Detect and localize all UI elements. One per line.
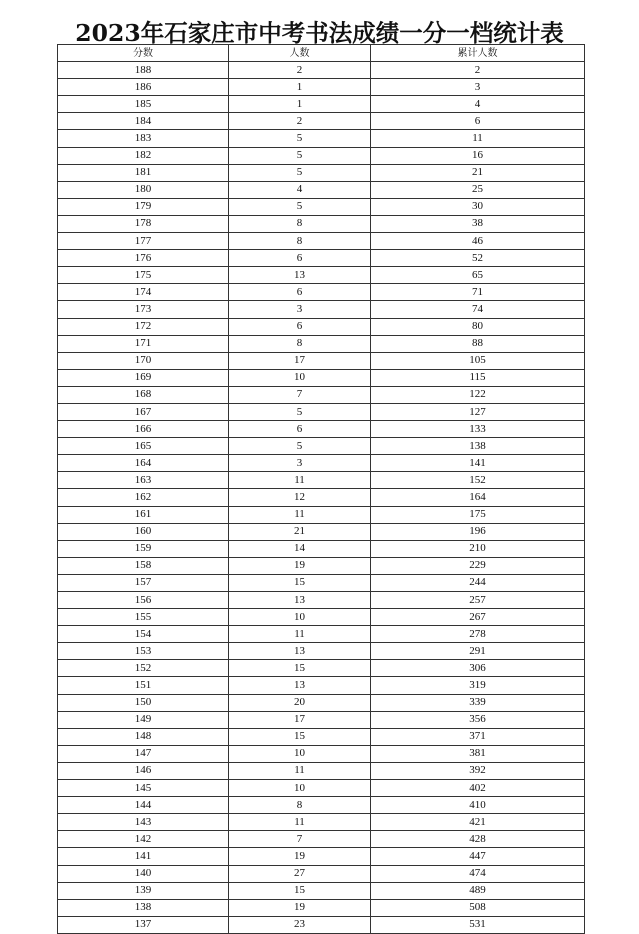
count-cell: 6 — [229, 318, 371, 335]
table-row — [58, 386, 585, 403]
table-row — [58, 677, 585, 694]
table-row — [58, 865, 585, 882]
cumulative-cell: 30 — [371, 198, 585, 215]
cumulative-cell: 402 — [371, 780, 585, 797]
cumulative-cell: 65 — [371, 267, 585, 284]
cumulative-cell: 421 — [371, 814, 585, 831]
count-cell: 13 — [229, 643, 371, 660]
cumulative-cell: 489 — [371, 882, 585, 899]
table-row — [58, 147, 585, 164]
cumulative-cell: 11 — [371, 130, 585, 147]
score-cell: 174 — [58, 284, 229, 301]
table-row — [58, 438, 585, 455]
table-row — [58, 130, 585, 147]
table-row — [58, 592, 585, 609]
table-row — [58, 899, 585, 916]
cumulative-cell: 175 — [371, 506, 585, 523]
cumulative-cell: 122 — [371, 386, 585, 403]
score-cell: 178 — [58, 215, 229, 232]
cumulative-cell: 229 — [371, 557, 585, 574]
table-row — [58, 352, 585, 369]
count-cell: 8 — [229, 233, 371, 250]
count-cell: 5 — [229, 147, 371, 164]
score-cell: 175 — [58, 267, 229, 284]
count-cell: 20 — [229, 694, 371, 711]
table-row — [58, 284, 585, 301]
score-cell: 161 — [58, 506, 229, 523]
page-title: 2023年石家庄市中考书法成绩一分一档统计表 — [75, 19, 564, 47]
score-distribution-table — [57, 44, 585, 934]
count-cell: 11 — [229, 506, 371, 523]
count-cell: 5 — [229, 438, 371, 455]
score-cell: 150 — [58, 694, 229, 711]
score-cell: 166 — [58, 421, 229, 438]
count-cell: 6 — [229, 421, 371, 438]
score-cell: 145 — [58, 780, 229, 797]
table-row — [58, 814, 585, 831]
count-cell: 10 — [229, 780, 371, 797]
table-row — [58, 626, 585, 643]
count-cell: 10 — [229, 745, 371, 762]
table-row — [58, 916, 585, 933]
cumulative-cell: 196 — [371, 523, 585, 540]
cumulative-cell: 2 — [371, 62, 585, 79]
cumulative-cell: 88 — [371, 335, 585, 352]
cumulative-cell: 127 — [371, 403, 585, 420]
score-cell: 149 — [58, 711, 229, 728]
count-cell: 14 — [229, 540, 371, 557]
score-cell: 141 — [58, 848, 229, 865]
count-cell: 5 — [229, 130, 371, 147]
table-row — [58, 472, 585, 489]
score-cell: 180 — [58, 181, 229, 198]
table-row — [58, 882, 585, 899]
count-cell: 13 — [229, 677, 371, 694]
score-cell: 146 — [58, 762, 229, 779]
count-cell: 10 — [229, 369, 371, 386]
score-cell: 137 — [58, 916, 229, 933]
score-cell: 168 — [58, 386, 229, 403]
score-cell: 169 — [58, 369, 229, 386]
count-cell: 11 — [229, 762, 371, 779]
score-cell: 143 — [58, 814, 229, 831]
table-row — [58, 233, 585, 250]
cumulative-cell: 319 — [371, 677, 585, 694]
score-cell: 163 — [58, 472, 229, 489]
count-cell: 15 — [229, 728, 371, 745]
score-cell: 173 — [58, 301, 229, 318]
table-row — [58, 780, 585, 797]
score-cell: 158 — [58, 557, 229, 574]
count-cell: 13 — [229, 267, 371, 284]
score-cell: 138 — [58, 899, 229, 916]
score-cell: 144 — [58, 797, 229, 814]
table-row — [58, 318, 585, 335]
cumulative-cell: 25 — [371, 181, 585, 198]
table-row — [58, 96, 585, 113]
score-cell: 179 — [58, 198, 229, 215]
table-row — [58, 762, 585, 779]
table-row — [58, 455, 585, 472]
cumulative-cell: 3 — [371, 79, 585, 96]
count-cell: 17 — [229, 352, 371, 369]
table-row — [58, 540, 585, 557]
score-cell: 171 — [58, 335, 229, 352]
cumulative-cell: 133 — [371, 421, 585, 438]
table-row — [58, 745, 585, 762]
table-row — [58, 421, 585, 438]
score-cell: 164 — [58, 455, 229, 472]
table-row — [58, 848, 585, 865]
score-cell: 172 — [58, 318, 229, 335]
cumulative-cell: 356 — [371, 711, 585, 728]
cumulative-cell: 16 — [371, 147, 585, 164]
table-row — [58, 728, 585, 745]
table-row — [58, 215, 585, 232]
count-cell: 8 — [229, 335, 371, 352]
table-row — [58, 164, 585, 181]
score-cell: 157 — [58, 574, 229, 591]
count-cell: 12 — [229, 489, 371, 506]
count-cell: 6 — [229, 250, 371, 267]
count-cell: 10 — [229, 609, 371, 626]
cumulative-cell: 474 — [371, 865, 585, 882]
table-row — [58, 403, 585, 420]
cumulative-cell: 141 — [371, 455, 585, 472]
cumulative-cell: 4 — [371, 96, 585, 113]
column-header-cumulative: 累计人数 — [371, 45, 585, 62]
count-cell: 6 — [229, 284, 371, 301]
count-cell: 3 — [229, 455, 371, 472]
table-row — [58, 369, 585, 386]
cumulative-cell: 164 — [371, 489, 585, 506]
score-cell: 176 — [58, 250, 229, 267]
table-row — [58, 250, 585, 267]
table-row — [58, 335, 585, 352]
table-row — [58, 79, 585, 96]
count-cell: 11 — [229, 626, 371, 643]
table-row — [58, 831, 585, 848]
column-header-count: 人数 — [229, 45, 371, 62]
count-cell: 23 — [229, 916, 371, 933]
count-cell: 1 — [229, 79, 371, 96]
table-row — [58, 557, 585, 574]
count-cell: 11 — [229, 472, 371, 489]
cumulative-cell: 74 — [371, 301, 585, 318]
cumulative-cell: 508 — [371, 899, 585, 916]
count-cell: 5 — [229, 198, 371, 215]
cumulative-cell: 392 — [371, 762, 585, 779]
score-cell: 177 — [58, 233, 229, 250]
column-header-score: 分数 — [58, 45, 229, 62]
cumulative-cell: 138 — [371, 438, 585, 455]
cumulative-cell: 531 — [371, 916, 585, 933]
table-row — [58, 506, 585, 523]
table-row — [58, 694, 585, 711]
count-cell: 11 — [229, 814, 371, 831]
table-row — [58, 643, 585, 660]
count-cell: 19 — [229, 899, 371, 916]
cumulative-cell: 21 — [371, 164, 585, 181]
table-row — [58, 62, 585, 79]
count-cell: 27 — [229, 865, 371, 882]
score-cell: 185 — [58, 96, 229, 113]
score-cell: 156 — [58, 592, 229, 609]
count-cell: 5 — [229, 164, 371, 181]
table-header-row — [58, 45, 585, 62]
score-cell: 148 — [58, 728, 229, 745]
score-cell: 160 — [58, 523, 229, 540]
cumulative-cell: 6 — [371, 113, 585, 130]
cumulative-cell: 291 — [371, 643, 585, 660]
count-cell: 8 — [229, 797, 371, 814]
count-cell: 7 — [229, 386, 371, 403]
score-cell: 182 — [58, 147, 229, 164]
score-cell: 183 — [58, 130, 229, 147]
cumulative-cell: 428 — [371, 831, 585, 848]
table-row — [58, 609, 585, 626]
score-cell: 167 — [58, 403, 229, 420]
table-row — [58, 267, 585, 284]
score-cell: 151 — [58, 677, 229, 694]
table-body — [58, 62, 585, 934]
count-cell: 15 — [229, 882, 371, 899]
cumulative-cell: 152 — [371, 472, 585, 489]
table-row — [58, 574, 585, 591]
score-cell: 162 — [58, 489, 229, 506]
score-cell: 155 — [58, 609, 229, 626]
cumulative-cell: 244 — [371, 574, 585, 591]
table-row — [58, 198, 585, 215]
count-cell: 19 — [229, 557, 371, 574]
cumulative-cell: 339 — [371, 694, 585, 711]
cumulative-cell: 210 — [371, 540, 585, 557]
table-row — [58, 181, 585, 198]
count-cell: 17 — [229, 711, 371, 728]
cumulative-cell: 38 — [371, 215, 585, 232]
count-cell: 15 — [229, 660, 371, 677]
score-cell: 139 — [58, 882, 229, 899]
score-cell: 142 — [58, 831, 229, 848]
cumulative-cell: 410 — [371, 797, 585, 814]
score-cell: 140 — [58, 865, 229, 882]
score-cell: 153 — [58, 643, 229, 660]
cumulative-cell: 381 — [371, 745, 585, 762]
cumulative-cell: 46 — [371, 233, 585, 250]
table-row — [58, 489, 585, 506]
score-cell: 159 — [58, 540, 229, 557]
count-cell: 4 — [229, 181, 371, 198]
cumulative-cell: 278 — [371, 626, 585, 643]
cumulative-cell: 115 — [371, 369, 585, 386]
cumulative-cell: 306 — [371, 660, 585, 677]
score-cell: 170 — [58, 352, 229, 369]
table-row — [58, 301, 585, 318]
count-cell: 7 — [229, 831, 371, 848]
count-cell: 15 — [229, 574, 371, 591]
count-cell: 3 — [229, 301, 371, 318]
cumulative-cell: 257 — [371, 592, 585, 609]
cumulative-cell: 371 — [371, 728, 585, 745]
score-cell: 184 — [58, 113, 229, 130]
table-row — [58, 523, 585, 540]
count-cell: 1 — [229, 96, 371, 113]
count-cell: 19 — [229, 848, 371, 865]
cumulative-cell: 267 — [371, 609, 585, 626]
cumulative-cell: 52 — [371, 250, 585, 267]
score-cell: 147 — [58, 745, 229, 762]
count-cell: 21 — [229, 523, 371, 540]
cumulative-cell: 80 — [371, 318, 585, 335]
table-row — [58, 660, 585, 677]
count-cell: 2 — [229, 62, 371, 79]
score-cell: 186 — [58, 79, 229, 96]
cumulative-cell: 71 — [371, 284, 585, 301]
count-cell: 8 — [229, 215, 371, 232]
table-row — [58, 113, 585, 130]
count-cell: 5 — [229, 403, 371, 420]
cumulative-cell: 447 — [371, 848, 585, 865]
count-cell: 13 — [229, 592, 371, 609]
table-row — [58, 711, 585, 728]
score-cell: 181 — [58, 164, 229, 181]
cumulative-cell: 105 — [371, 352, 585, 369]
score-cell: 154 — [58, 626, 229, 643]
score-cell: 165 — [58, 438, 229, 455]
table-row — [58, 797, 585, 814]
score-cell: 188 — [58, 62, 229, 79]
count-cell: 2 — [229, 113, 371, 130]
score-cell: 152 — [58, 660, 229, 677]
